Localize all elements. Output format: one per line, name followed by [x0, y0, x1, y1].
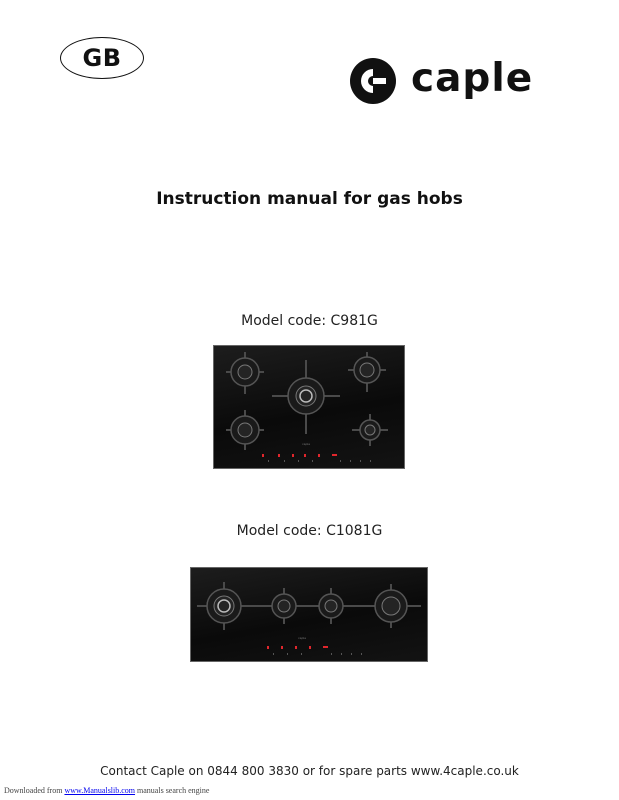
hob-illustration-c1081g	[191, 568, 427, 661]
svg-text:caple: caple	[302, 442, 311, 446]
brand-name: caple	[411, 55, 534, 101]
hob-image-c981g	[213, 345, 405, 469]
country-badge: GB	[60, 37, 144, 79]
watermark-suffix: manuals search engine	[135, 786, 210, 795]
watermark-prefix: Downloaded from	[4, 786, 63, 795]
document-title: Instruction manual for gas hobs	[156, 189, 463, 209]
hob-image-c1081g	[190, 567, 428, 662]
model-label-c981g: Model code: C981G	[241, 313, 378, 329]
download-watermark	[4, 786, 209, 795]
brand-logo	[349, 54, 549, 108]
manualslib-link[interactable]: www.Manualslib.com	[64, 786, 136, 795]
caple-logo-mark-icon	[349, 57, 397, 105]
hob-illustration-c981g	[214, 346, 404, 468]
contact-footer: Contact Caple on 0844 800 3830 or for spare parts www.4caple.co.uk	[100, 764, 519, 778]
svg-text:caple: caple	[298, 636, 307, 640]
model-label-c1081g: Model code: C1081G	[236, 523, 383, 539]
